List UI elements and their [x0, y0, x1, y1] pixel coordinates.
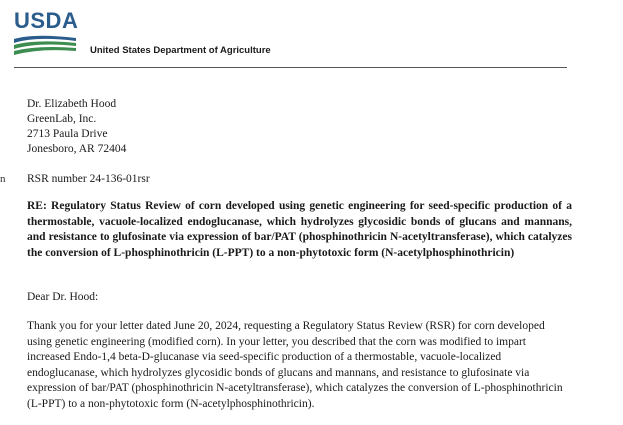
department-name: United States Department of Agriculture: [90, 45, 271, 56]
address-line: GreenLab, Inc.: [27, 113, 97, 125]
address-line: 2713 Paula Drive: [27, 128, 108, 140]
rsr-number: RSR number 24-136-01rsr: [27, 173, 150, 185]
recipient-address: [27, 97, 126, 157]
body-paragraph: Thank you for your letter dated June 20, 2024, requesting a Regulatory Status Review (RSR) for corn developed using genetic engineering (modified corn). In your letter, you described that the corn was modified to impart increased Endo-1,4 beta-D-glucanase via seed-specific production of a thermostable, vacuole-localized endoglucanase, which hydrolyzes glycosidic bonds of glucans and mannans, and resistance to glufosinate via expression of bar/PAT (phosphinothricin N-acetyltransferase), which catalyzes the conversion of L-phosphinothricin (L-PPT) to a non-phytotoxic form (N-acetylphosphinothricin).: [27, 320, 563, 410]
subject-line: RE: Regulatory Status Review of corn developed using genetic engineering for seed-specific production of a thermostable, vacuole-localized endoglucanase, which hydrolyzes glycosidic bonds of glucans and mannans, and resistance to glufosinate via expression of bar/PAT (phosphinothricin N-acetyltransferase), which catalyzes the conversion of L-phosphinothricin (L-PPT) to a non-phytotoxic form (N-acetylphosphinothricin): [27, 200, 572, 259]
usda-logo: [14, 8, 79, 55]
usda-logo-text: USDA: [14, 8, 79, 33]
header-divider: [14, 67, 567, 68]
salutation: Dear Dr. Hood:: [27, 291, 99, 303]
address-line: Dr. Elizabeth Hood: [27, 98, 117, 110]
usda-logo-stripes-icon: [14, 35, 76, 57]
margin-mark: n: [0, 173, 6, 185]
address-line: Jonesboro, AR 72404: [27, 143, 127, 155]
